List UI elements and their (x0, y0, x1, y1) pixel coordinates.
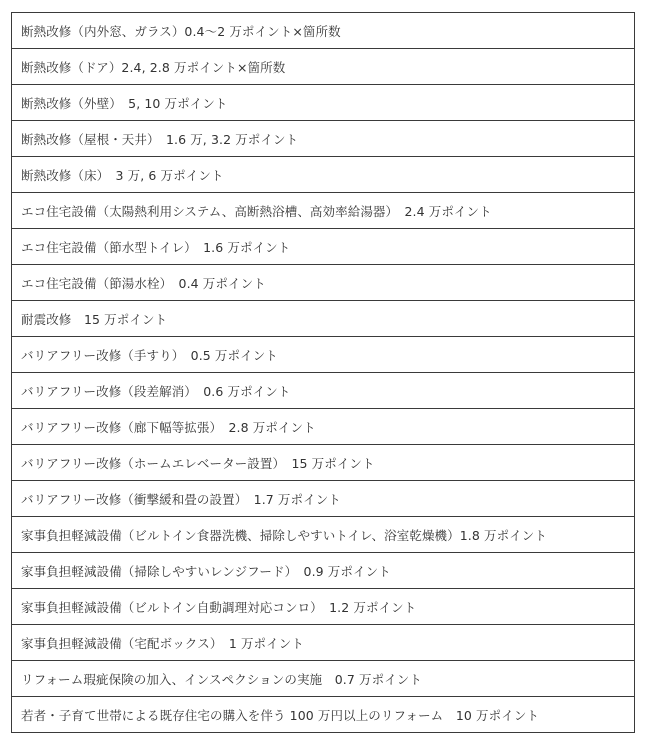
table-row (12, 121, 635, 157)
table-row (12, 589, 635, 625)
table-row (12, 337, 635, 373)
table-cell: エコ住宅設備（節水型トイレ） 1.6 万ポイント (12, 229, 635, 265)
table-row (12, 445, 635, 481)
table-cell: 若者・子育て世帯による既存住宅の購入を伴う 100 万円以上のリフォーム 10 万ポイント (12, 697, 635, 733)
table-cell: バリアフリー改修（廊下幅等拡張） 2.8 万ポイント (12, 409, 635, 445)
table-row (12, 373, 635, 409)
table-row (12, 49, 635, 85)
table-cell: 断熱改修（屋根・天井） 1.6 万, 3.2 万ポイント (12, 121, 635, 157)
table-row (12, 517, 635, 553)
table-cell: 耐震改修 15 万ポイント (12, 301, 635, 337)
table-row (12, 157, 635, 193)
points-table-body (12, 13, 635, 733)
table-row (12, 229, 635, 265)
table-cell: 断熱改修（床） 3 万, 6 万ポイント (12, 157, 635, 193)
table-cell: バリアフリー改修（衝撃緩和畳の設置） 1.7 万ポイント (12, 481, 635, 517)
table-row (12, 193, 635, 229)
table-cell: 断熱改修（内外窓、ガラス）0.4～2 万ポイント×箇所数 (12, 13, 635, 49)
table-cell: 断熱改修（ドア）2.4, 2.8 万ポイント×箇所数 (12, 49, 635, 85)
table-cell: バリアフリー改修（ホームエレベーター設置） 15 万ポイント (12, 445, 635, 481)
table-row (12, 301, 635, 337)
table-row (12, 13, 635, 49)
table-row (12, 553, 635, 589)
table-cell: 家事負担軽減設備（ビルトイン自動調理対応コンロ） 1.2 万ポイント (12, 589, 635, 625)
points-table-container (11, 12, 635, 733)
table-cell: エコ住宅設備（節湯水栓） 0.4 万ポイント (12, 265, 635, 301)
table-row (12, 85, 635, 121)
table-row (12, 481, 635, 517)
table-cell: リフォーム瑕疵保険の加入、インスペクションの実施 0.7 万ポイント (12, 661, 635, 697)
table-row (12, 409, 635, 445)
table-row (12, 697, 635, 733)
table-cell: エコ住宅設備（太陽熱利用システム、高断熱浴槽、高効率給湯器） 2.4 万ポイント (12, 193, 635, 229)
table-cell: 家事負担軽減設備（宅配ボックス） 1 万ポイント (12, 625, 635, 661)
table-row (12, 265, 635, 301)
table-cell: 家事負担軽減設備（ビルトイン食器洗機、掃除しやすいトイレ、浴室乾燥機）1.8 万ポイント (12, 517, 635, 553)
table-cell: バリアフリー改修（手すり） 0.5 万ポイント (12, 337, 635, 373)
table-row (12, 661, 635, 697)
table-cell: バリアフリー改修（段差解消） 0.6 万ポイント (12, 373, 635, 409)
table-cell: 断熱改修（外壁） 5, 10 万ポイント (12, 85, 635, 121)
table-cell: 家事負担軽減設備（掃除しやすいレンジフード） 0.9 万ポイント (12, 553, 635, 589)
table-row (12, 625, 635, 661)
points-table (11, 12, 635, 733)
